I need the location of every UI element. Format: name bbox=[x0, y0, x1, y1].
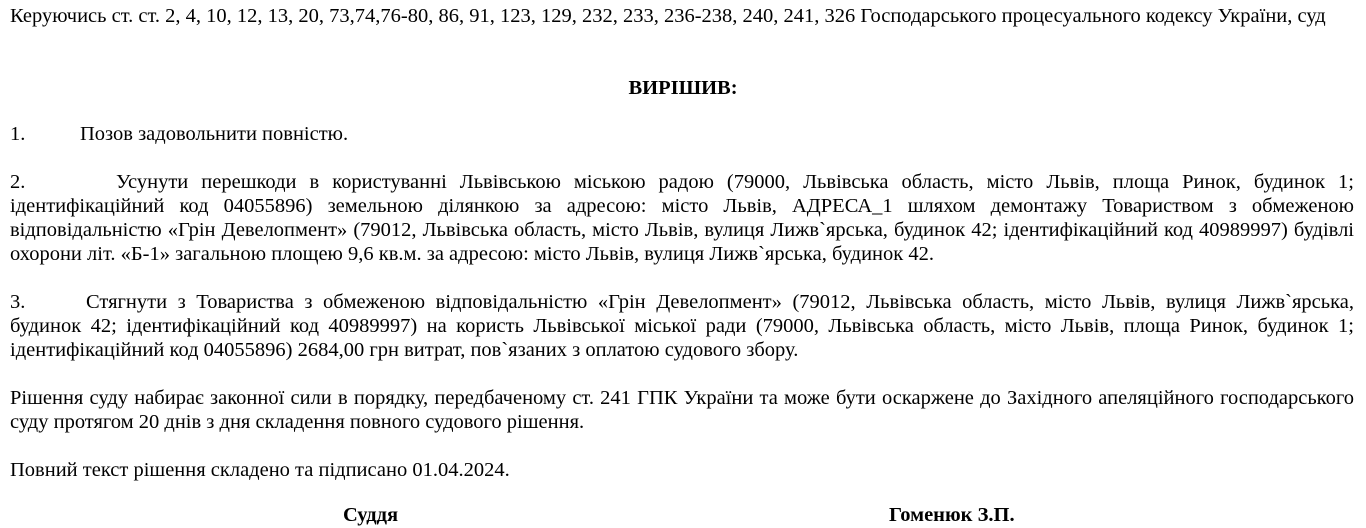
judge-name: Гоменюк З.П. bbox=[889, 504, 1015, 526]
intro-paragraph: Керуючись ст. ст. 2, 4, 10, 12, 13, 20, 73,74,76-80, 86, 91, 123, 129, 232, 233, 236-238, 240, 241, 326 Господарського процесуального кодексу України, суд bbox=[10, 5, 1326, 27]
signed-notice: Повний текст рішення складено та підписано 01.04.2024. bbox=[10, 459, 510, 481]
item-text: Позов задовольнити повністю. bbox=[80, 123, 349, 145]
decision-item-1 bbox=[10, 122, 1354, 146]
signature-title: Суддя bbox=[343, 504, 399, 526]
decision-item-3 bbox=[10, 290, 1354, 362]
item-number: 2. bbox=[10, 171, 26, 193]
item-text: Стягнути з Товариства з обмеженою відповідальністю «Грін Девелопмент» (79012, Львівська область, місто Львів, вулиця Лижв`ярська, будинок 42; ідентифікаційний код 40989997) на користь Львівської міської ради (79000, Львівська область, місто Львів, площа Ринок, будинок 1; ідентифікаційний код 04055896) 2684,00 грн витрат, пов`язаних з оплатою судового збору. bbox=[10, 291, 1354, 361]
decision-heading: ВИРІШИВ: bbox=[628, 77, 738, 99]
decision-item-2 bbox=[10, 170, 1354, 266]
appeal-notice: Рішення суду набирає законної сили в порядку, передбаченому ст. 241 ГПК України та може бути оскаржене до Західного апеляційного господарського суду протягом 20 днів з дня складення повного судового рішення. bbox=[10, 387, 1354, 433]
item-number: 1. bbox=[10, 123, 26, 145]
item-text: Усунути перешкоди в користуванні Львівською міською радою (79000, Львівська область, місто Львів, площа Ринок, будинок 1; ідентифікаційний код 04055896) земельною ділянкою за адресою: місто Львів, АДРЕСА_1 шляхом демонтажу Товариством з обмеженою відповідальністю «Грін Девелопмент» (79012, Львівська область, місто Львів, вулиця Лижв`ярська, будинок 42; ідентифікаційний код 40989997) будівлі охорони літ. «Б-1» загальною площею 9,6 кв.м. за адресою: місто Львів, вулиця Лижв`ярська, будинок 42. bbox=[10, 171, 1354, 265]
item-number: 3. bbox=[10, 291, 26, 313]
